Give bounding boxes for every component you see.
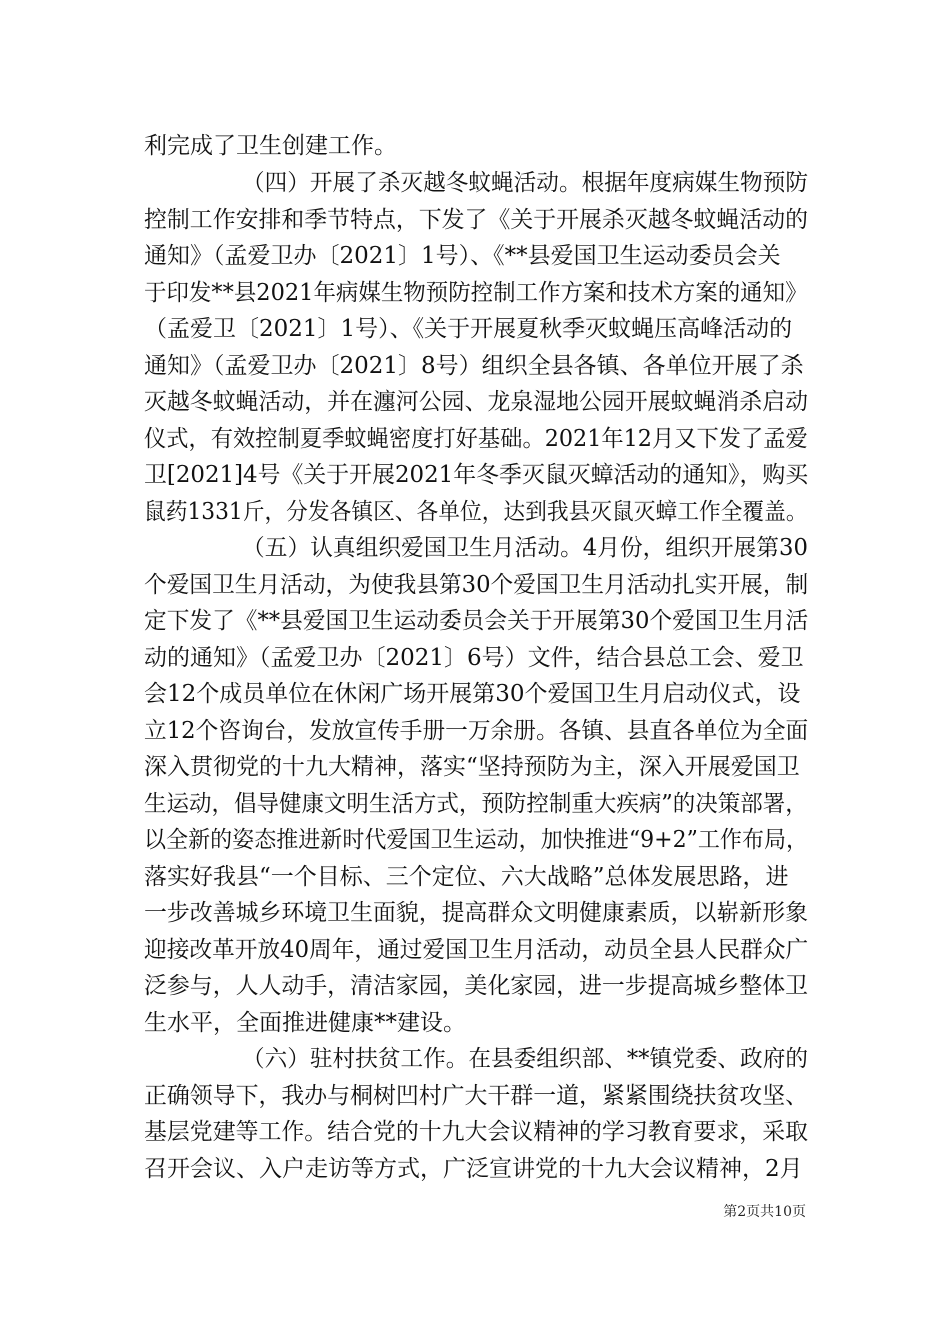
text-line: 一步改善城乡环境卫生面貌，提高群众文明健康素质，以崭新形象 [144, 900, 808, 926]
text-line: 控制工作安排和季节特点，下发了《关于开展杀灭越冬蚊蝇活动的 [144, 207, 808, 233]
text-line: 仪式，有效控制夏季蚊蝇密度打好基础。2021年12月又下发了孟爱 [144, 426, 808, 452]
text-line: 生水平，全面推进健康**建设。 [144, 1010, 466, 1036]
text-line: 会12个成员单位在休闲广场开展第30个爱国卫生月启动仪式，设 [144, 681, 801, 707]
text-line: 通知》（孟爱卫办〔2021〕8号）组织全县各镇、各单位开展了杀 [144, 353, 804, 379]
text-line: 鼠药1331斤，分发各镇区、各单位，达到我县灭鼠灭蟑工作全覆盖。 [144, 499, 808, 525]
text-line: 利完成了卫生创建工作。 [144, 133, 397, 159]
text-line: 迎接改革开放40周年，通过爱国卫生月活动，动员全县人民群众广 [144, 937, 809, 963]
text-line: 个爱国卫生月活动，为使我县第30个爱国卫生月活动扎实开展，制 [144, 572, 809, 598]
text-line: 于印发**县2021年病媒生物预防控制工作方案和技术方案的通知》 [144, 280, 808, 306]
text-line: 卫[2021]4号《关于开展2021年冬季灭鼠灭蟑活动的通知》，购买 [144, 462, 809, 488]
text-line: 生运动，倡导健康文明生活方式，预防控制重大疾病”的决策部署， [144, 791, 808, 817]
section-heading-line: （四）开展了杀灭越冬蚊蝇活动。根据年度病媒生物预防 [242, 170, 808, 196]
section-heading-line: （六）驻村扶贫工作。在县委组织部、**镇党委、政府的 [242, 1046, 808, 1072]
text-line: 通知》（孟爱卫办〔2021〕1号）、《**县爱国卫生运动委员会关 [144, 243, 781, 269]
text-line: 灭越冬蚊蝇活动，并在瀍河公园、龙泉湿地公园开展蚊蝇消杀启动 [144, 389, 808, 415]
text-line: 立12个咨询台，发放宣传手册一万余册。各镇、县直各单位为全面 [144, 718, 809, 744]
text-line: 正确领导下，我办与桐树凹村广大干群一道，紧紧围绕扶贫攻坚、 [144, 1083, 808, 1109]
page-number-footer: 第2页共10页 [723, 1204, 806, 1220]
section-heading-line: （五）认真组织爱国卫生月活动。4月份，组织开展第30 [242, 535, 808, 561]
text-line: 动的通知》（孟爱卫办〔2021〕6号）文件，结合县总工会、爱卫 [144, 645, 804, 671]
text-line: 泛参与，人人动手，清洁家园，美化家园，进一步提高城乡整体卫 [144, 973, 808, 999]
text-line: 落实好我县“一个目标、三个定位、六大战略”总体发展思路，进 [144, 864, 789, 890]
text-line: （孟爱卫〔2021〕1号）、《关于开展夏秋季灭蚊蝇压高峰活动的 [144, 316, 793, 342]
text-line: 定下发了《**县爱国卫生运动委员会关于开展第30个爱国卫生月活 [144, 608, 809, 634]
text-line: 深入贯彻党的十九大精神，落实“坚持预防为主，深入开展爱国卫 [144, 754, 800, 780]
text-line: 基层党建等工作。结合党的十九大会议精神的学习教育要求，采取 [144, 1119, 808, 1145]
text-line: 以全新的姿态推进新时代爱国卫生运动，加快推进“9+2”工作布局， [144, 827, 809, 853]
text-line: 召开会议、入户走访等方式，广泛宣讲党的十九大会议精神，2月 [144, 1156, 803, 1182]
